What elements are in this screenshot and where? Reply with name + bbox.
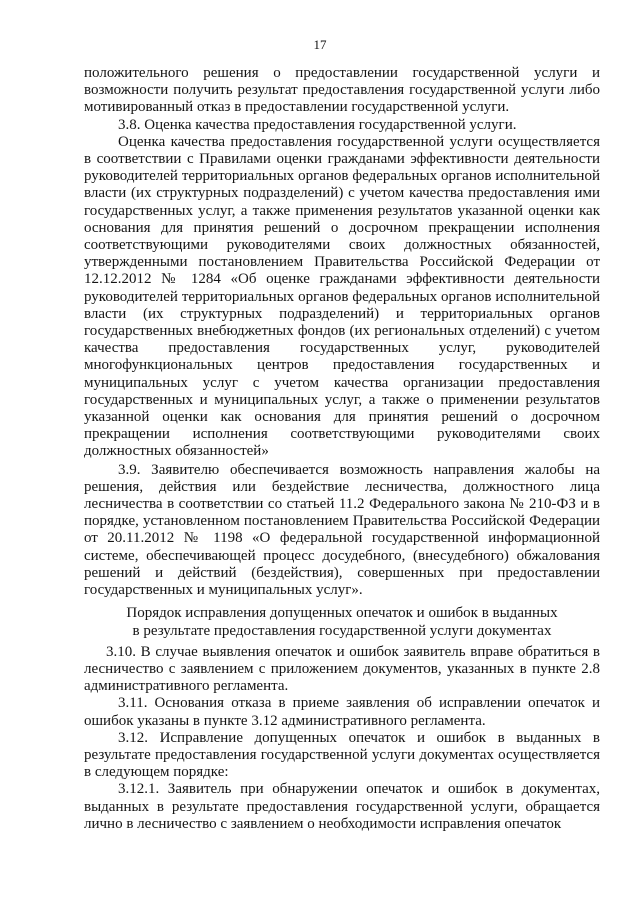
paragraph-continuation: положительного решения о предоставлении государственной услуги и возможности получить результат предоставления государственной услуги либо мотивированный отказ в предоставлении государственной услуги.	[84, 65, 600, 116]
document-body	[84, 65, 600, 833]
section-heading-line2: в результате предоставления государственной услуги документах	[132, 622, 552, 639]
paragraph-3-12-1: 3.12.1. Заявитель при обнаружении опечаток и ошибок в документах, выданных в результате предоставления государственной услуги, обращается лично в лесничество с заявлением о необходимости исправления опечаток	[84, 781, 600, 832]
section-heading	[84, 605, 600, 639]
page-number: 17	[313, 37, 327, 52]
paragraph-3-8-body: Оценка качества предоставления государственной услуги осуществляется в соответствии с Правилами оценки гражданами эффективности деятельности руководителей территориальных органов федеральных органов исполнительной власти (их структурных подразделений) с учетом качества предоставления ими государственных услуг, а также применения результатов указанной оценки как основания для принятия решений о досрочном прекращении исполнения соответствующими руководителями своих должностных обязанностей, утвержденными постановлением Правительства Российской Федерации от 12.12.2012 № 1284 «Об оценке гражданами эффективности деятельности руководителей территориальных органов федеральных органов исполнительной власти (их структурных подразделений) и территориальных органов государственных внебюджетных фондов (их региональных отделений) с учетом качества предоставления государственных услуг, руководителей многофункциональных центров предоставления государственных и муниципальных услуг с учетом качества организации предоставления государственных и муниципальных услуг, а также о применении результатов указанной оценки как основания для принятия решений о досрочном прекращении исполнения соответствующими руководителями своих должностных обязанностей»	[84, 133, 600, 460]
paragraph-3-12: 3.12. Исправление допущенных опечаток и ошибок в выданных в результате предоставления государственной услуги документах осуществляется в следующем порядке:	[84, 729, 600, 781]
paragraph-3-8-title: 3.8. Оценка качества предоставления государственной услуги.	[118, 116, 517, 133]
paragraph-3-9: 3.9. Заявителю обеспечивается возможность направления жалобы на решения, действия или бездействие лесничества, должностного лица лесничества в соответствии со статьей 11.2 Федерального закона № 210-ФЗ и в порядке, установленном постановлением Правительства Российской Федерации от 20.11.2012 № 1198 «О федеральной государственной информационной системе, обеспечивающей процесс досудебного, (внесудебного) обжалования решений и действий (бездействия), совершенных при предоставлении государственных и муниципальных услуг».	[84, 461, 600, 599]
paragraph-3-10: 3.10. В случае выявления опечаток и ошибок заявитель вправе обратиться в лесничество с заявлением с приложением документов, указанных в пункте 2.8 административного регламента.	[84, 643, 600, 695]
section-heading-line1: Порядок исправления допущенных опечаток и ошибок в выданных	[126, 605, 558, 622]
paragraph-3-11: 3.11. Основания отказа в приеме заявления об исправлении опечаток и ошибок указаны в пункте 3.12 административного регламента.	[84, 695, 600, 729]
